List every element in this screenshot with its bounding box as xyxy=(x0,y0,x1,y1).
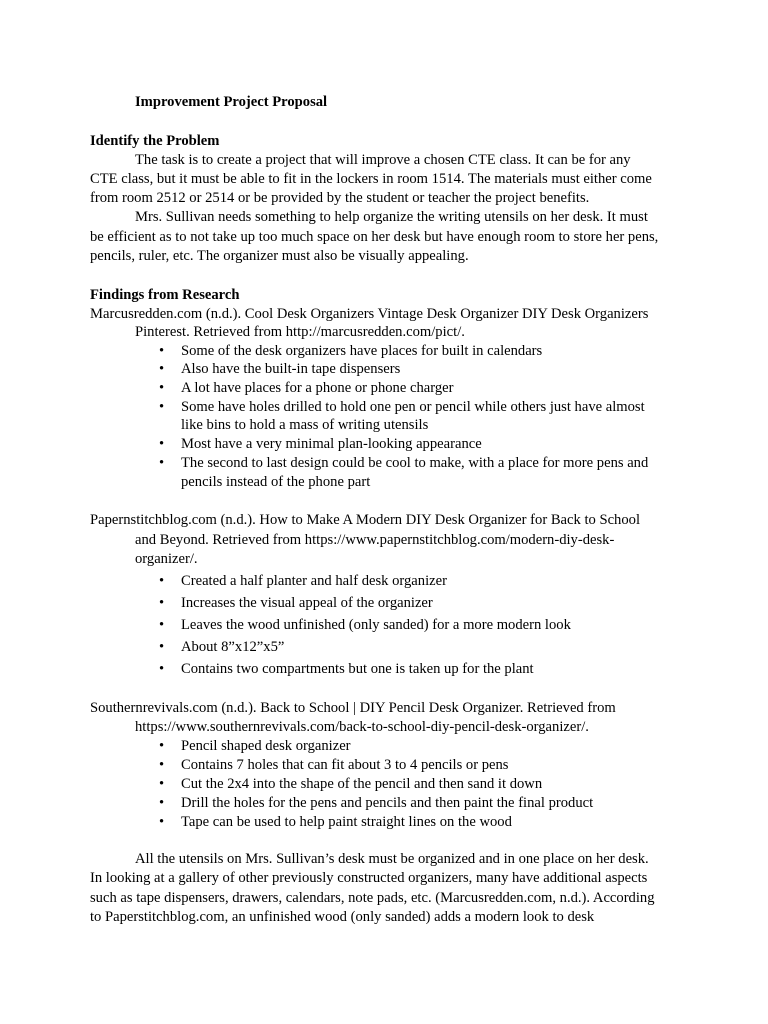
list-item: Leaves the wood unfinished (only sanded) for a more modern look xyxy=(181,617,571,633)
bullet-marker: • xyxy=(159,455,165,471)
list-item: A lot have places for a phone or phone charger xyxy=(181,380,454,396)
bullet-marker: • xyxy=(159,738,165,754)
body-line: All the utensils on Mrs. Sullivan’s desk must be organized and in one place on her desk. xyxy=(135,851,649,867)
bullet-marker: • xyxy=(159,795,165,811)
list-item: Also have the built-in tape dispensers xyxy=(181,361,401,377)
citation-line: Southernrevivals.com (n.d.). Back to School | DIY Pencil Desk Organizer. Retrieved from xyxy=(90,700,616,716)
bullet-marker: • xyxy=(159,380,165,396)
identify-line: from room 2512 or 2514 or be provided by the student or teacher the project benefits. xyxy=(90,190,590,206)
list-item: Drill the holes for the pens and pencils and then paint the final product xyxy=(181,795,594,811)
bullet-marker: • xyxy=(159,595,165,611)
findings-heading: Findings from Research xyxy=(90,287,240,303)
identify-heading: Identify the Problem xyxy=(90,133,220,149)
list-item: The second to last design could be cool to make, with a place for more pens and xyxy=(181,455,649,471)
list-item: Pencil shaped desk organizer xyxy=(181,738,351,754)
identify-line: CTE class, but it must be able to fit in the lockers in room 1514. The materials must either come xyxy=(90,171,652,187)
identify-line: be efficient as to not take up too much space on her desk but have enough room to store her pens, xyxy=(90,229,659,245)
list-item: Most have a very minimal plan-looking appearance xyxy=(181,436,482,452)
bullet-marker: • xyxy=(159,814,165,830)
page-title: Improvement Project Proposal xyxy=(135,94,328,110)
body-line: In looking at a gallery of other previously constructed organizers, many have additional aspects xyxy=(90,870,648,886)
bullet-marker: • xyxy=(159,776,165,792)
bullet-marker: • xyxy=(159,617,165,633)
list-item: Some of the desk organizers have places for built in calendars xyxy=(181,343,543,359)
citation-line: organizer/. xyxy=(135,551,198,567)
list-item: Tape can be used to help paint straight lines on the wood xyxy=(181,814,512,830)
bullet-marker: • xyxy=(159,361,165,377)
list-item: Contains 7 holes that can fit about 3 to 4 pencils or pens xyxy=(181,757,509,773)
bullet-marker: • xyxy=(159,399,165,415)
body-line: to Paperstitchblog.com, an unfinished wood (only sanded) adds a modern look to desk xyxy=(90,909,595,925)
identify-line: Mrs. Sullivan needs something to help organize the writing utensils on her desk. It must xyxy=(135,209,648,225)
bullet-marker: • xyxy=(159,573,165,589)
body-line: such as tape dispensers, drawers, calendars, note pads, etc. (Marcusredden.com, n.d.). According xyxy=(90,890,655,906)
list-item: About 8”x12”x5” xyxy=(181,639,285,655)
bullet-marker: • xyxy=(159,639,165,655)
list-item-continued: pencils instead of the phone part xyxy=(181,474,371,490)
bullet-marker: • xyxy=(159,343,165,359)
identify-line: pencils, ruler, etc. The organizer must also be visually appealing. xyxy=(90,248,469,264)
citation-line: Marcusredden.com (n.d.). Cool Desk Organizers Vintage Desk Organizer DIY Desk Organizers xyxy=(90,306,649,322)
bullet-marker: • xyxy=(159,757,165,773)
bullet-marker: • xyxy=(159,436,165,452)
citation-line: Papernstitchblog.com (n.d.). How to Make A Modern DIY Desk Organizer for Back to School xyxy=(90,512,640,528)
list-item-continued: like bins to hold a mass of writing utensils xyxy=(181,417,429,433)
citation-line: Pinterest. Retrieved from http://marcusredden.com/pict/. xyxy=(135,324,465,340)
citation-line: https://www.southernrevivals.com/back-to-school-diy-pencil-desk-organizer/. xyxy=(135,719,589,735)
list-item: Some have holes drilled to hold one pen or pencil while others just have almost xyxy=(181,399,645,415)
list-item: Created a half planter and half desk organizer xyxy=(181,573,447,589)
list-item: Increases the visual appeal of the organizer xyxy=(181,595,433,611)
bullet-marker: • xyxy=(159,661,165,677)
list-item: Contains two compartments but one is taken up for the plant xyxy=(181,661,534,677)
citation-line: and Beyond. Retrieved from https://www.papernstitchblog.com/modern-diy-desk- xyxy=(135,532,615,548)
list-item: Cut the 2x4 into the shape of the pencil and then sand it down xyxy=(181,776,543,792)
identify-line: The task is to create a project that will improve a chosen CTE class. It can be for any xyxy=(135,152,631,168)
